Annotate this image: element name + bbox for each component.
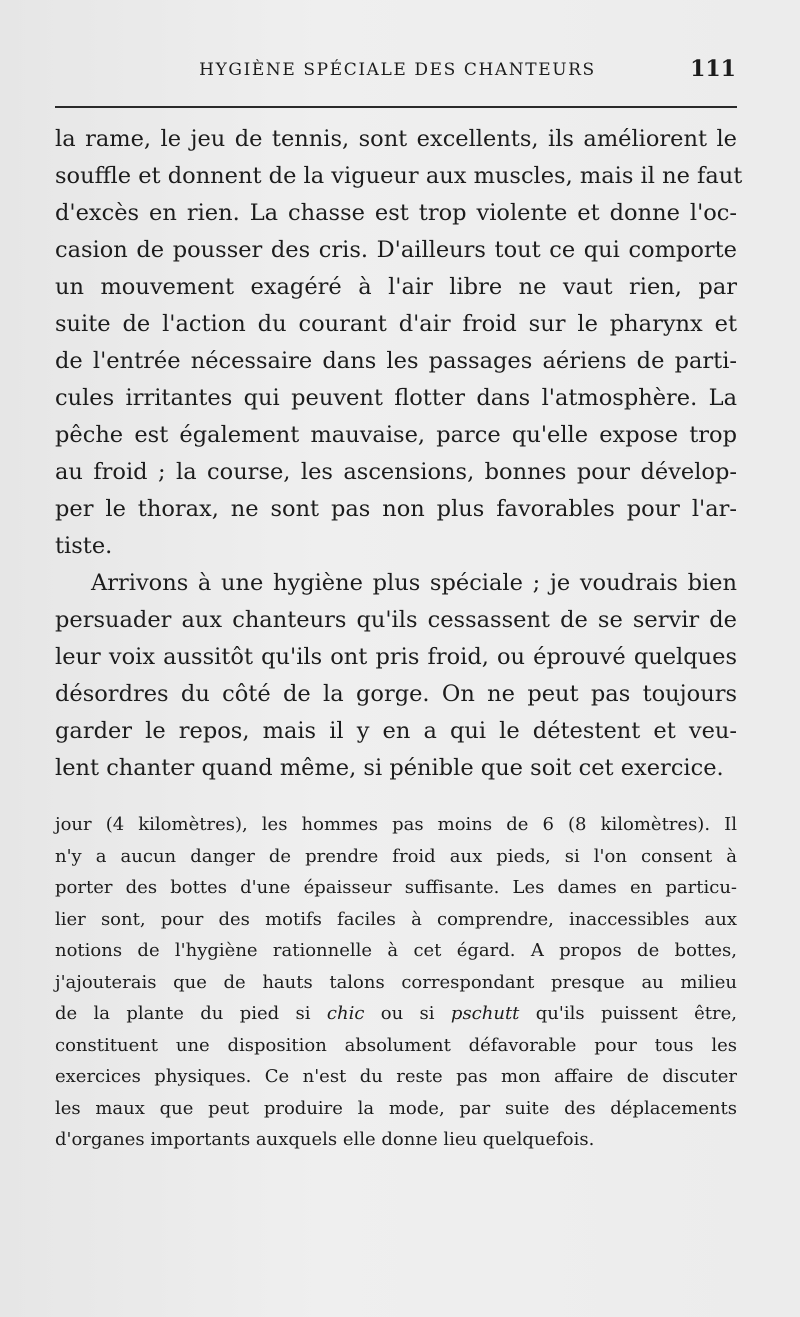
- body-text: [55, 121, 743, 787]
- body-line: au froid ; la course, les ascensions, bonnes pour dévelop-: [55, 459, 737, 485]
- body-line: tiste.: [55, 533, 113, 559]
- body-line-paragraph-start: Arrivons à une hygiène plus spéciale ; je voudrais bien: [91, 570, 737, 596]
- body-line: souffle et donnent de la vigueur aux muscles, mais il ne faut: [55, 163, 743, 189]
- footnote: [55, 809, 737, 1156]
- footnote-text: qu'ils puissent être,: [519, 1003, 738, 1024]
- footnote-line: lier sont, pour des motifs faciles à comprendre, inaccessibles aux: [55, 908, 737, 930]
- footnote-line: jour (4 kilomètres), les hommes pas moins de 6 (8 kilomètres). Il: [55, 814, 737, 835]
- footnote-line: constituent une disposition absolument défavorable pour tous les: [55, 1034, 737, 1056]
- footnote-line: porter des bottes d'une épaisseur suffisante. Les dames en particu-: [55, 877, 737, 898]
- body-line: pêche est également mauvaise, parce qu'elle expose trop: [55, 422, 737, 448]
- body-line: cules irritantes qui peuvent flotter dans l'atmosphère. La: [55, 385, 737, 411]
- body-line: de l'entrée nécessaire dans les passages aériens de parti-: [55, 348, 737, 374]
- footnote-text: ou si: [364, 1003, 451, 1024]
- body-line: persuader aux chanteurs qu'ils cessassent de se servir de: [55, 607, 737, 633]
- footnote-line: exercices physiques. Ce n'est du reste pas mon affaire de discuter: [55, 1066, 737, 1087]
- page-number: 111: [690, 56, 736, 82]
- body-line: désordres du côté de la gorge. On ne peut pas toujours: [55, 681, 737, 707]
- running-title: HYGIÈNE SPÉCIALE DES CHANTEURS: [199, 60, 596, 80]
- body-line: casion de pousser des cris. D'ailleurs tout ce qui comporte: [55, 237, 737, 263]
- italic-word-pschutt: pschutt: [450, 1003, 520, 1024]
- header-rule: [55, 106, 737, 108]
- footnote-line: d'organes importants auxquels elle donne lieu quelquefois.: [55, 1129, 595, 1150]
- footnote-line: n'y a aucun danger de prendre froid aux pieds, si l'on consent à: [55, 845, 737, 867]
- body-line: suite de l'action du courant d'air froid sur le pharynx et: [55, 311, 737, 337]
- body-line: leur voix aussitôt qu'ils ont pris froid, ou éprouvé quelques: [55, 644, 737, 670]
- body-line: garder le repos, mais il y en a qui le détestent et veu-: [55, 718, 737, 744]
- footnote-line: notions de l'hygiène rationnelle à cet égard. A propos de bottes,: [55, 940, 737, 961]
- footnote-text: de la plante du pied si: [55, 1003, 327, 1024]
- body-line: la rame, le jeu de tennis, sont excellents, ils améliorent le: [55, 126, 737, 152]
- body-line: per le thorax, ne sont pas non plus favorables pour l'ar-: [55, 496, 737, 522]
- body-line: lent chanter quand même, si pénible que soit cet exercice.: [55, 755, 724, 781]
- body-line: un mouvement exagéré à l'air libre ne vaut rien, par: [55, 274, 737, 300]
- footnote-line-with-italics: [55, 998, 737, 1030]
- footnote-line: les maux que peut produire la mode, par suite des déplacements: [55, 1097, 737, 1119]
- running-head: [55, 56, 740, 86]
- body-line: d'excès en rien. La chasse est trop violente et donne l'oc-: [55, 200, 737, 226]
- footnote-line: j'ajouterais que de hauts talons correspondant presque au milieu: [55, 971, 737, 993]
- italic-word-chic: chic: [326, 1003, 365, 1024]
